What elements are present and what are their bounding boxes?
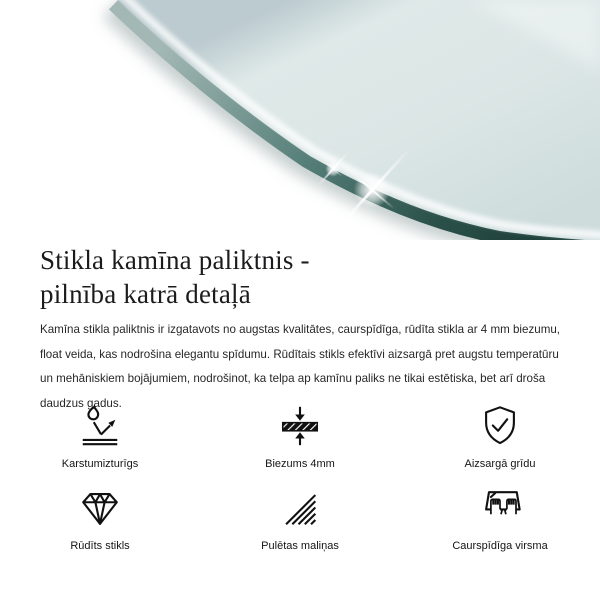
page-title-line1: Stikla kamīna paliktnis - bbox=[40, 245, 310, 275]
product-photo bbox=[0, 0, 600, 240]
feature-heat-resistant bbox=[0, 402, 200, 470]
polished-edges-icon bbox=[277, 484, 323, 532]
feature-label: Aizsargā grīdu bbox=[464, 458, 536, 471]
product-description: Kamīna stikla paliktnis ir izgatavots no augstas kvalitātes, caurspīdīga, rūdīta stikla ar 4 mm biezumu, float veida, kas nodrošina elegantu spīdumu. Rūdītais stikls efektīvi aizsargā pret augstu temperatūru un mehāniskiem bojājumiem, nodrošinot, ka telpa ap kamīnu paliks ne tikai estētiska, bet arī droša daudzus gadus. bbox=[40, 323, 561, 410]
shield-check-icon bbox=[477, 402, 523, 450]
product-info-section bbox=[0, 243, 600, 552]
feature-tempered-glass bbox=[0, 484, 200, 552]
feature-label: Rūdīts stikls bbox=[70, 540, 130, 553]
feature-grid bbox=[0, 402, 600, 552]
feature-transparent-surface bbox=[400, 484, 600, 552]
feature-polished-edges bbox=[200, 484, 400, 552]
heat-resistant-icon bbox=[77, 402, 123, 450]
glass-plate-image bbox=[0, 0, 600, 240]
feature-floor-protection bbox=[400, 402, 600, 470]
transparent-surface-icon bbox=[477, 484, 523, 532]
feature-label: Biezums 4mm bbox=[265, 458, 335, 471]
page-title-line2: pilnība katrā detaļā bbox=[40, 279, 251, 309]
page-title bbox=[40, 243, 560, 311]
diamond-icon bbox=[77, 484, 123, 532]
thickness-icon bbox=[277, 402, 323, 450]
feature-thickness bbox=[200, 402, 400, 470]
feature-label: Caurspīdīga virsma bbox=[452, 540, 548, 553]
feature-label: Pulētas maliņas bbox=[261, 540, 339, 553]
feature-label: Karstumizturīgs bbox=[61, 458, 139, 471]
